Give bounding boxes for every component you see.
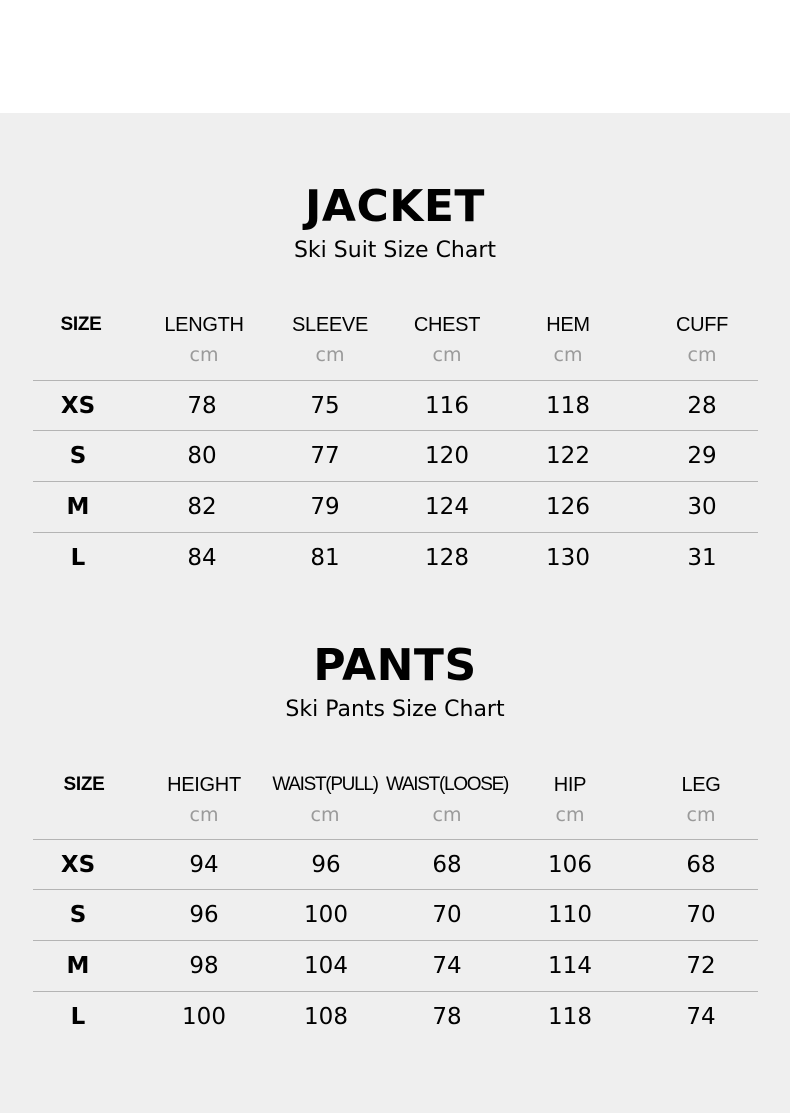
jacket-col-chest — [377, 313, 517, 366]
value-cell: 28 — [687, 393, 717, 419]
column-unit: cm — [189, 804, 219, 826]
value-cell: 80 — [187, 443, 217, 469]
pants-header-row — [33, 773, 758, 843]
value-cell: 96 — [189, 902, 219, 928]
table-row — [33, 481, 758, 533]
size-cell: S — [69, 902, 87, 928]
value-cell: 104 — [304, 953, 348, 979]
column-header: SIZE — [63, 774, 105, 795]
size-cell: XS — [60, 852, 96, 878]
value-cell: 70 — [432, 902, 462, 928]
table-row — [33, 430, 758, 482]
value-cell: 110 — [548, 902, 592, 928]
value-cell: 128 — [425, 545, 469, 571]
value-cell: 81 — [310, 545, 340, 571]
value-cell: 68 — [686, 852, 716, 878]
value-cell: 79 — [310, 494, 340, 520]
value-cell: 130 — [546, 545, 590, 571]
value-cell: 74 — [686, 1004, 716, 1030]
column-header: LENGTH — [164, 314, 244, 336]
column-header: SIZE — [60, 314, 102, 335]
column-header: WAIST(LOOSE) — [386, 774, 508, 795]
value-cell: 114 — [548, 953, 592, 979]
value-cell: 118 — [546, 393, 590, 419]
pants-col-size — [14, 773, 154, 797]
table-row — [33, 532, 758, 584]
column-header: WAIST(PULL) — [272, 774, 378, 795]
size-cell: L — [70, 545, 86, 571]
value-cell: 68 — [432, 852, 462, 878]
jacket-col-size — [11, 313, 151, 337]
column-header: SLEEVE — [291, 314, 369, 336]
column-unit: cm — [432, 804, 462, 826]
value-cell: 78 — [432, 1004, 462, 1030]
jacket-col-length — [134, 313, 274, 366]
value-cell: 116 — [425, 393, 469, 419]
column-header: CHEST — [413, 314, 481, 336]
value-cell: 100 — [304, 902, 348, 928]
size-cell: M — [66, 494, 90, 520]
value-cell: 70 — [686, 902, 716, 928]
size-cell: M — [66, 953, 90, 979]
column-unit: cm — [553, 344, 583, 366]
table-row — [33, 839, 758, 891]
value-cell: 29 — [687, 443, 717, 469]
value-cell: 96 — [311, 852, 341, 878]
column-header: HEM — [546, 314, 590, 336]
value-cell: 84 — [187, 545, 217, 571]
value-cell: 78 — [187, 393, 217, 419]
value-cell: 98 — [189, 953, 219, 979]
value-cell: 106 — [548, 852, 592, 878]
value-cell: 126 — [546, 494, 590, 520]
column-unit: cm — [687, 344, 717, 366]
table-row — [33, 940, 758, 992]
column-unit: cm — [315, 344, 345, 366]
jacket-title: JACKET — [305, 181, 485, 232]
column-header: LEG — [681, 774, 721, 796]
size-cell: S — [69, 443, 87, 469]
pants-col-waist-loose — [377, 773, 517, 826]
value-cell: 30 — [687, 494, 717, 520]
column-unit: cm — [555, 804, 585, 826]
table-row — [33, 991, 758, 1043]
top-white-band — [0, 0, 790, 113]
pants-col-hip — [500, 773, 640, 826]
column-unit: cm — [432, 344, 462, 366]
value-cell: 94 — [189, 852, 219, 878]
jacket-subtitle: Ski Suit Size Chart — [293, 238, 497, 263]
column-header: HIP — [553, 774, 587, 796]
value-cell: 122 — [546, 443, 590, 469]
value-cell: 31 — [687, 545, 717, 571]
value-cell: 75 — [310, 393, 340, 419]
pants-col-waist-pull — [255, 773, 395, 826]
value-cell: 77 — [310, 443, 340, 469]
column-header: CUFF — [675, 314, 729, 336]
column-unit: cm — [310, 804, 340, 826]
size-cell: L — [70, 1004, 86, 1030]
pants-title: PANTS — [313, 640, 477, 691]
value-cell: 108 — [304, 1004, 348, 1030]
column-header: HEIGHT — [167, 774, 241, 796]
size-cell: XS — [60, 393, 96, 419]
value-cell: 118 — [548, 1004, 592, 1030]
value-cell: 82 — [187, 494, 217, 520]
pants-col-height — [134, 773, 274, 826]
value-cell: 120 — [425, 443, 469, 469]
value-cell: 74 — [432, 953, 462, 979]
pants-col-leg — [631, 773, 771, 826]
jacket-header-row — [33, 313, 758, 383]
column-unit: cm — [189, 344, 219, 366]
jacket-col-cuff — [632, 313, 772, 366]
pants-subtitle: Ski Pants Size Chart — [285, 697, 505, 722]
table-row — [33, 889, 758, 941]
jacket-col-hem — [498, 313, 638, 366]
value-cell: 72 — [686, 953, 716, 979]
value-cell: 100 — [182, 1004, 226, 1030]
column-unit: cm — [686, 804, 716, 826]
value-cell: 124 — [425, 494, 469, 520]
table-row — [33, 380, 758, 432]
